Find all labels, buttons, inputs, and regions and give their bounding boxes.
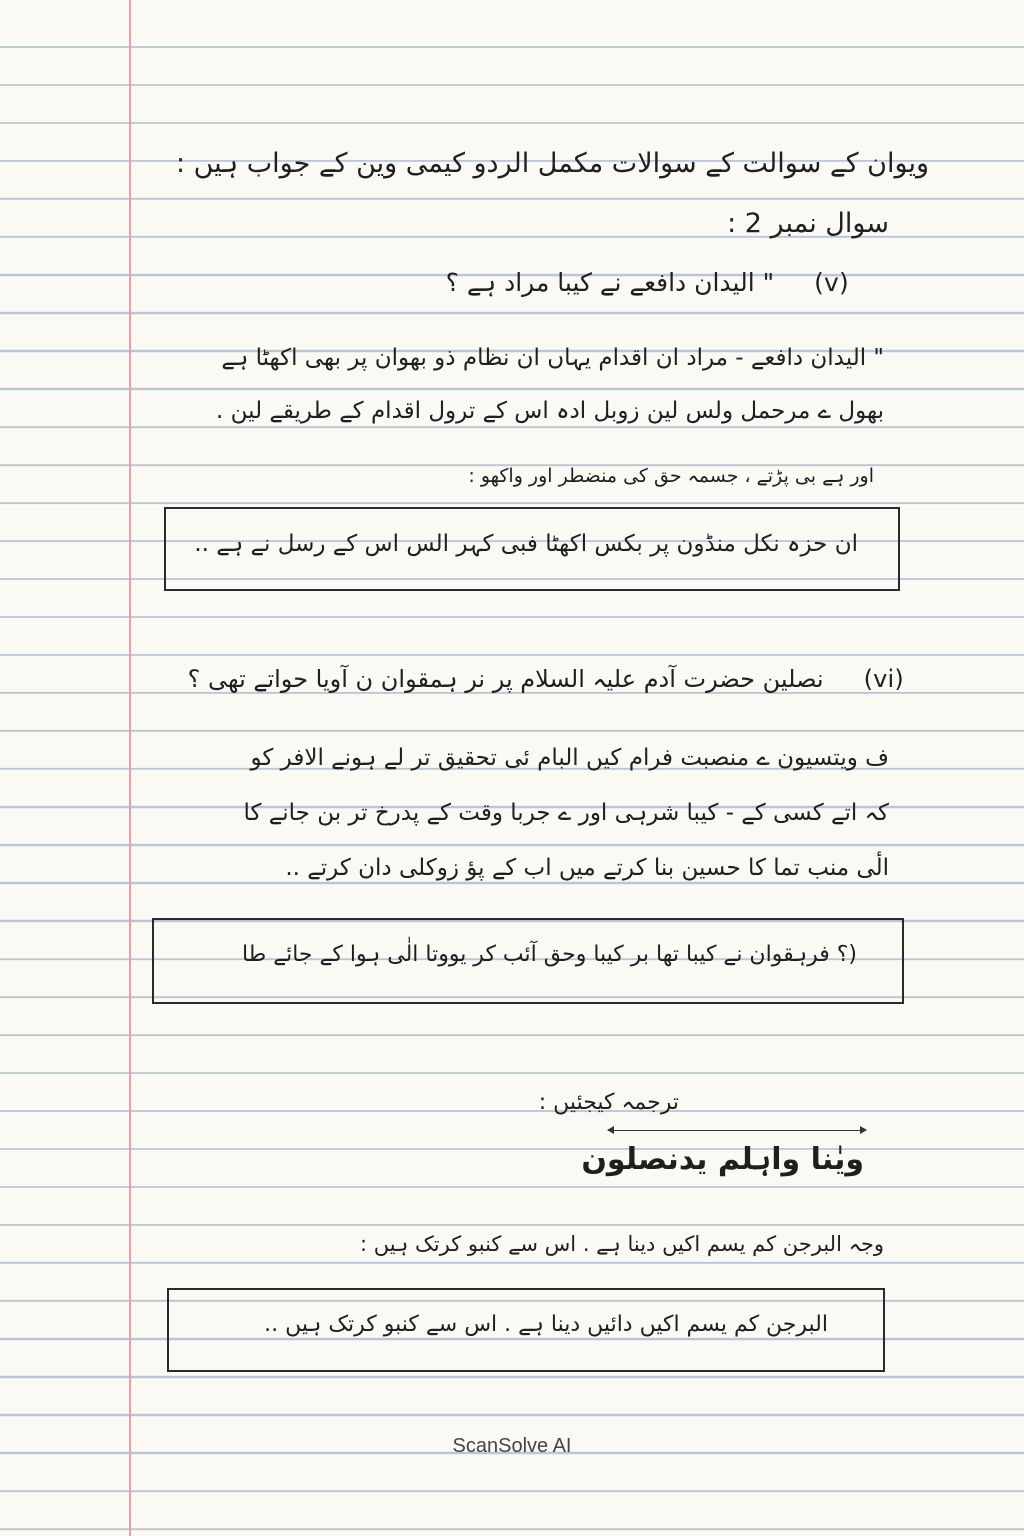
q6-answer-line-2: کہ اتے کسی کے - کیبا شرہی اور ے جربا وقت کے پدرخ تر بن جانے کا [243,800,889,826]
q6-answer-box [152,918,904,1004]
q6-question: نصلین حضرت آدم علیہ السلام پر نر ہمقوان ن آویا حواتے تھی ؟ [187,665,824,693]
q5-answer-line-2: بھول ے مرحمل ولس لین زوبل ادہ اس کے ترول اقدام کے طریقے لین . [216,398,884,424]
q7-boxed-answer: البرجن کم یسم اکیں دائیں دینا ہے . اس سے کنبو کرتک ہیں .. [264,1312,828,1337]
page-heading: ویوان کے سوالت کے سوالات مکمل الردو کیمی وین کے جواب ہیں : [175,148,929,179]
q5-question: " الیدان دافعے نے کیبا مراد ہے ؟ [445,268,775,297]
q7-arabic-phrase: ویٰنا واہلم یدنصلون [581,1142,864,1177]
q7-answer-box [167,1288,885,1372]
question-label: سوال نمبر 2 : [727,208,889,239]
q7-subheading: ترجمہ کیجئیں : [538,1090,679,1115]
q6-answer-line-3: الٔی منب تما کا حسین بنا کرتے میں اب کے پؤ زوکلی دان کرتے .. [285,855,889,881]
q5-number: (v) [814,268,849,297]
q6-question-line [188,665,904,693]
footer-brand: ScanSolve AI [452,1435,572,1457]
q5-boxed-answer: ان حزہ نکل منڈون پر بکس اکھٹا فبی کہر الس اس کے رسل نے ہے .. [194,531,858,557]
q6-number: (vi) [863,665,904,693]
q6-answer-line-1: ف ویتسیون ے منصبت فرام کیں البام ئی تحقیق تر لے ہونے الافر کو [250,745,889,771]
notebook-margin-line [129,0,131,1536]
q5-question-line [446,268,849,297]
q7-phrase-arrow [608,1130,866,1131]
q6-boxed-answer: (؟ فرہقوان نے کیبا تھا بر کیبا وحق آئب کر یووتا الٰی ہوا کے جائے طا [242,942,857,967]
q5-answer-line-1: " الیدان دافعے - مراد ان اقدام یہاں ان نظام ذو بھوان پر بھی اکھٹا ہے [221,345,884,371]
q7-explanation: وجہ البرجن کم یسم اکیں دینا ہے . اس سے کنبو کرتک ہیں : [359,1232,884,1256]
q5-answer-box [164,507,900,591]
q5-note: اور ہے بی پڑتے ، جسمہ حق کی منضطر اور واکھو : [468,465,874,487]
